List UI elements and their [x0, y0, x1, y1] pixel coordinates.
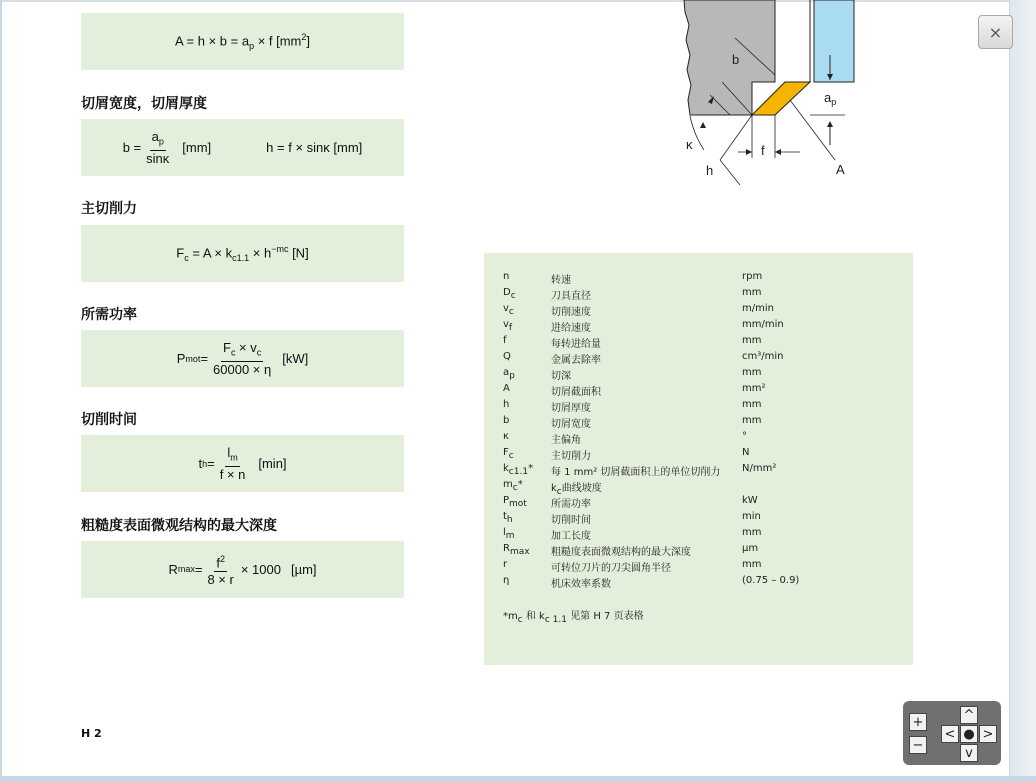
close-button[interactable]	[978, 15, 1013, 49]
label-A: A	[836, 162, 845, 177]
legend-symbol: κ	[503, 431, 509, 442]
formula-time: t h = $\frac{l_m}{f \times n}$ [min]	[198, 445, 287, 482]
legend-symbol: $R_{max}$	[503, 543, 530, 557]
legend-description: 粗糙度表面微观结构的最大深度	[551, 547, 691, 558]
zoom-in-button[interactable]	[909, 713, 927, 731]
legend-unit: kW	[742, 495, 758, 506]
legend-unit: mm	[742, 399, 762, 410]
formula-box-width-thickness	[81, 119, 404, 176]
center-dot-icon: ●	[963, 726, 975, 742]
legend-unit: mm/min	[742, 319, 784, 330]
label-f: f	[761, 143, 765, 158]
pan-up-button[interactable]	[960, 706, 978, 724]
legend-symbol: $F_c$	[503, 447, 514, 461]
legend-description: 加工长度	[551, 531, 591, 542]
legend-description: 每转进给量	[551, 339, 601, 350]
formula-box-power	[81, 330, 404, 387]
formula-cutting-force: $F_c = A \times k_{c1.1} \times h^{-mc}$ [N]	[176, 244, 309, 263]
legend-unit: mm	[742, 559, 762, 570]
formula-thickness: h = f × sinκ [mm]	[266, 140, 363, 155]
chevron-up-icon: ^	[963, 707, 975, 723]
section-title-chip-width-thickness: 切屑宽度，切屑厚度	[81, 96, 207, 112]
legend-description: 切削速度	[551, 307, 591, 318]
formula-area: $A = h \times b = a_p \times f$ $[mm^2]$	[174, 32, 311, 51]
legend-symbol: $m_c*$	[503, 479, 523, 493]
legend-symbol: $t_h$	[503, 511, 513, 525]
legend-symbol: Q	[503, 351, 511, 362]
workpiece-shape	[684, 0, 775, 115]
section-title-required-power: 所需功率	[81, 307, 137, 323]
pan-right-button[interactable]	[979, 725, 997, 743]
legend-description: 切削时间	[551, 515, 591, 526]
legend-unit: (0.75 – 0.9)	[742, 575, 800, 586]
plus-icon: +	[912, 714, 924, 730]
legend-symbol: $v_f$	[503, 319, 513, 333]
legend-description: 机床效率系数	[551, 579, 611, 590]
legend-unit: mm	[742, 527, 762, 538]
window-bottom-edge	[0, 776, 1036, 782]
chevron-down-icon: v	[965, 745, 973, 761]
formula-box-area	[81, 13, 404, 70]
legend-symbol: η	[503, 575, 510, 586]
legend-symbol: $v_c$	[503, 303, 514, 317]
legend-symbol: $P_{mot}$	[503, 495, 527, 509]
legend-description: 金属去除率	[551, 355, 601, 366]
chevron-right-icon: >	[982, 726, 994, 742]
label-ap: $a_p$	[824, 90, 837, 107]
symbol-legend-panel	[484, 253, 913, 665]
center-view-button[interactable]	[960, 725, 978, 743]
section-title-cutting-time: 切削时间	[81, 412, 137, 428]
legend-symbol: $l_m$	[503, 527, 515, 541]
legend-unit: min	[742, 511, 761, 522]
legend-symbol: b	[503, 415, 510, 426]
legend-footnote: $*m_c$ 和 $k_{c 1.1}$ 见第 H 7 页表格	[503, 611, 644, 625]
legend-symbol: h	[503, 399, 510, 410]
legend-description: 切深	[551, 371, 571, 382]
legend-description: 刀具直径	[551, 291, 591, 302]
cutting-geometry-diagram	[660, 0, 890, 195]
pan-left-button[interactable]	[941, 725, 959, 743]
section-title-cutting-force: 主切削力	[81, 201, 137, 217]
window-left-edge	[0, 0, 2, 782]
legend-unit: cm³/min	[742, 351, 784, 362]
label-b: b	[732, 52, 740, 67]
section-title-max-roughness: 粗糙度表面微观结构的最大深度	[81, 518, 277, 534]
legend-description: 可转位刀片的刀尖圆角半径	[551, 563, 671, 574]
legend-description: 切屑截面积	[551, 387, 601, 398]
chevron-left-icon: <	[944, 726, 956, 742]
legend-unit: m/min	[742, 303, 774, 314]
legend-unit: N/mm²	[742, 463, 777, 474]
legend-unit: mm	[742, 287, 762, 298]
formula-width: b = $\frac{a_p}{\sin\kappa}$ [mm]	[122, 129, 212, 166]
legend-symbol: n	[503, 271, 510, 282]
formula-box-rmax	[81, 541, 404, 598]
legend-description: 切屑宽度	[551, 419, 591, 430]
page-number: H 2	[81, 727, 102, 740]
tool-shape	[814, 0, 854, 82]
legend-symbol: $D_c$	[503, 287, 516, 301]
window-right-edge	[1009, 0, 1036, 782]
navigation-pad	[903, 701, 1001, 765]
legend-symbol: $a_p$	[503, 367, 515, 381]
zoom-out-button[interactable]	[909, 736, 927, 754]
legend-symbol: f	[503, 335, 507, 346]
legend-description: 所需功率	[551, 499, 591, 510]
legend-description: 主切削力	[551, 451, 591, 462]
legend-unit: rpm	[742, 271, 763, 282]
label-h: h	[706, 163, 714, 178]
legend-unit: mm	[742, 367, 762, 378]
legend-unit: °	[742, 431, 747, 442]
formula-box-cutting-force	[81, 225, 404, 282]
legend-description: 每 1 mm² 切屑截面积上的单位切削力	[551, 467, 721, 478]
legend-description: $k_c$曲线坡度	[551, 483, 602, 497]
legend-description: 进给速度	[551, 323, 591, 334]
formula-rmax: R max = $\frac{f^2}{8 \times r}$ × 1000 [µm]	[168, 554, 317, 587]
legend-symbol: A	[503, 383, 510, 394]
legend-description: 切屑厚度	[551, 403, 591, 414]
legend-description: 转速	[551, 275, 571, 286]
chip-shape	[752, 82, 810, 115]
pan-down-button[interactable]	[960, 744, 978, 762]
formula-power: P mot = $\frac{F_c \times v_c}{60000 \times \eta}$ [kW]	[176, 340, 309, 377]
legend-unit: N	[742, 447, 750, 458]
close-icon: ×	[988, 22, 1003, 42]
minus-icon: −	[912, 737, 924, 753]
formula-box-time	[81, 435, 404, 492]
legend-unit: µm	[742, 543, 759, 554]
label-kappa: κ	[686, 137, 693, 152]
legend-symbol: r	[503, 559, 508, 570]
legend-description: 主偏角	[551, 435, 581, 446]
legend-unit: mm	[742, 335, 762, 346]
legend-unit: mm²	[742, 383, 766, 394]
legend-symbol: $k_{c1.1}*$	[503, 463, 534, 477]
legend-unit: mm	[742, 415, 762, 426]
